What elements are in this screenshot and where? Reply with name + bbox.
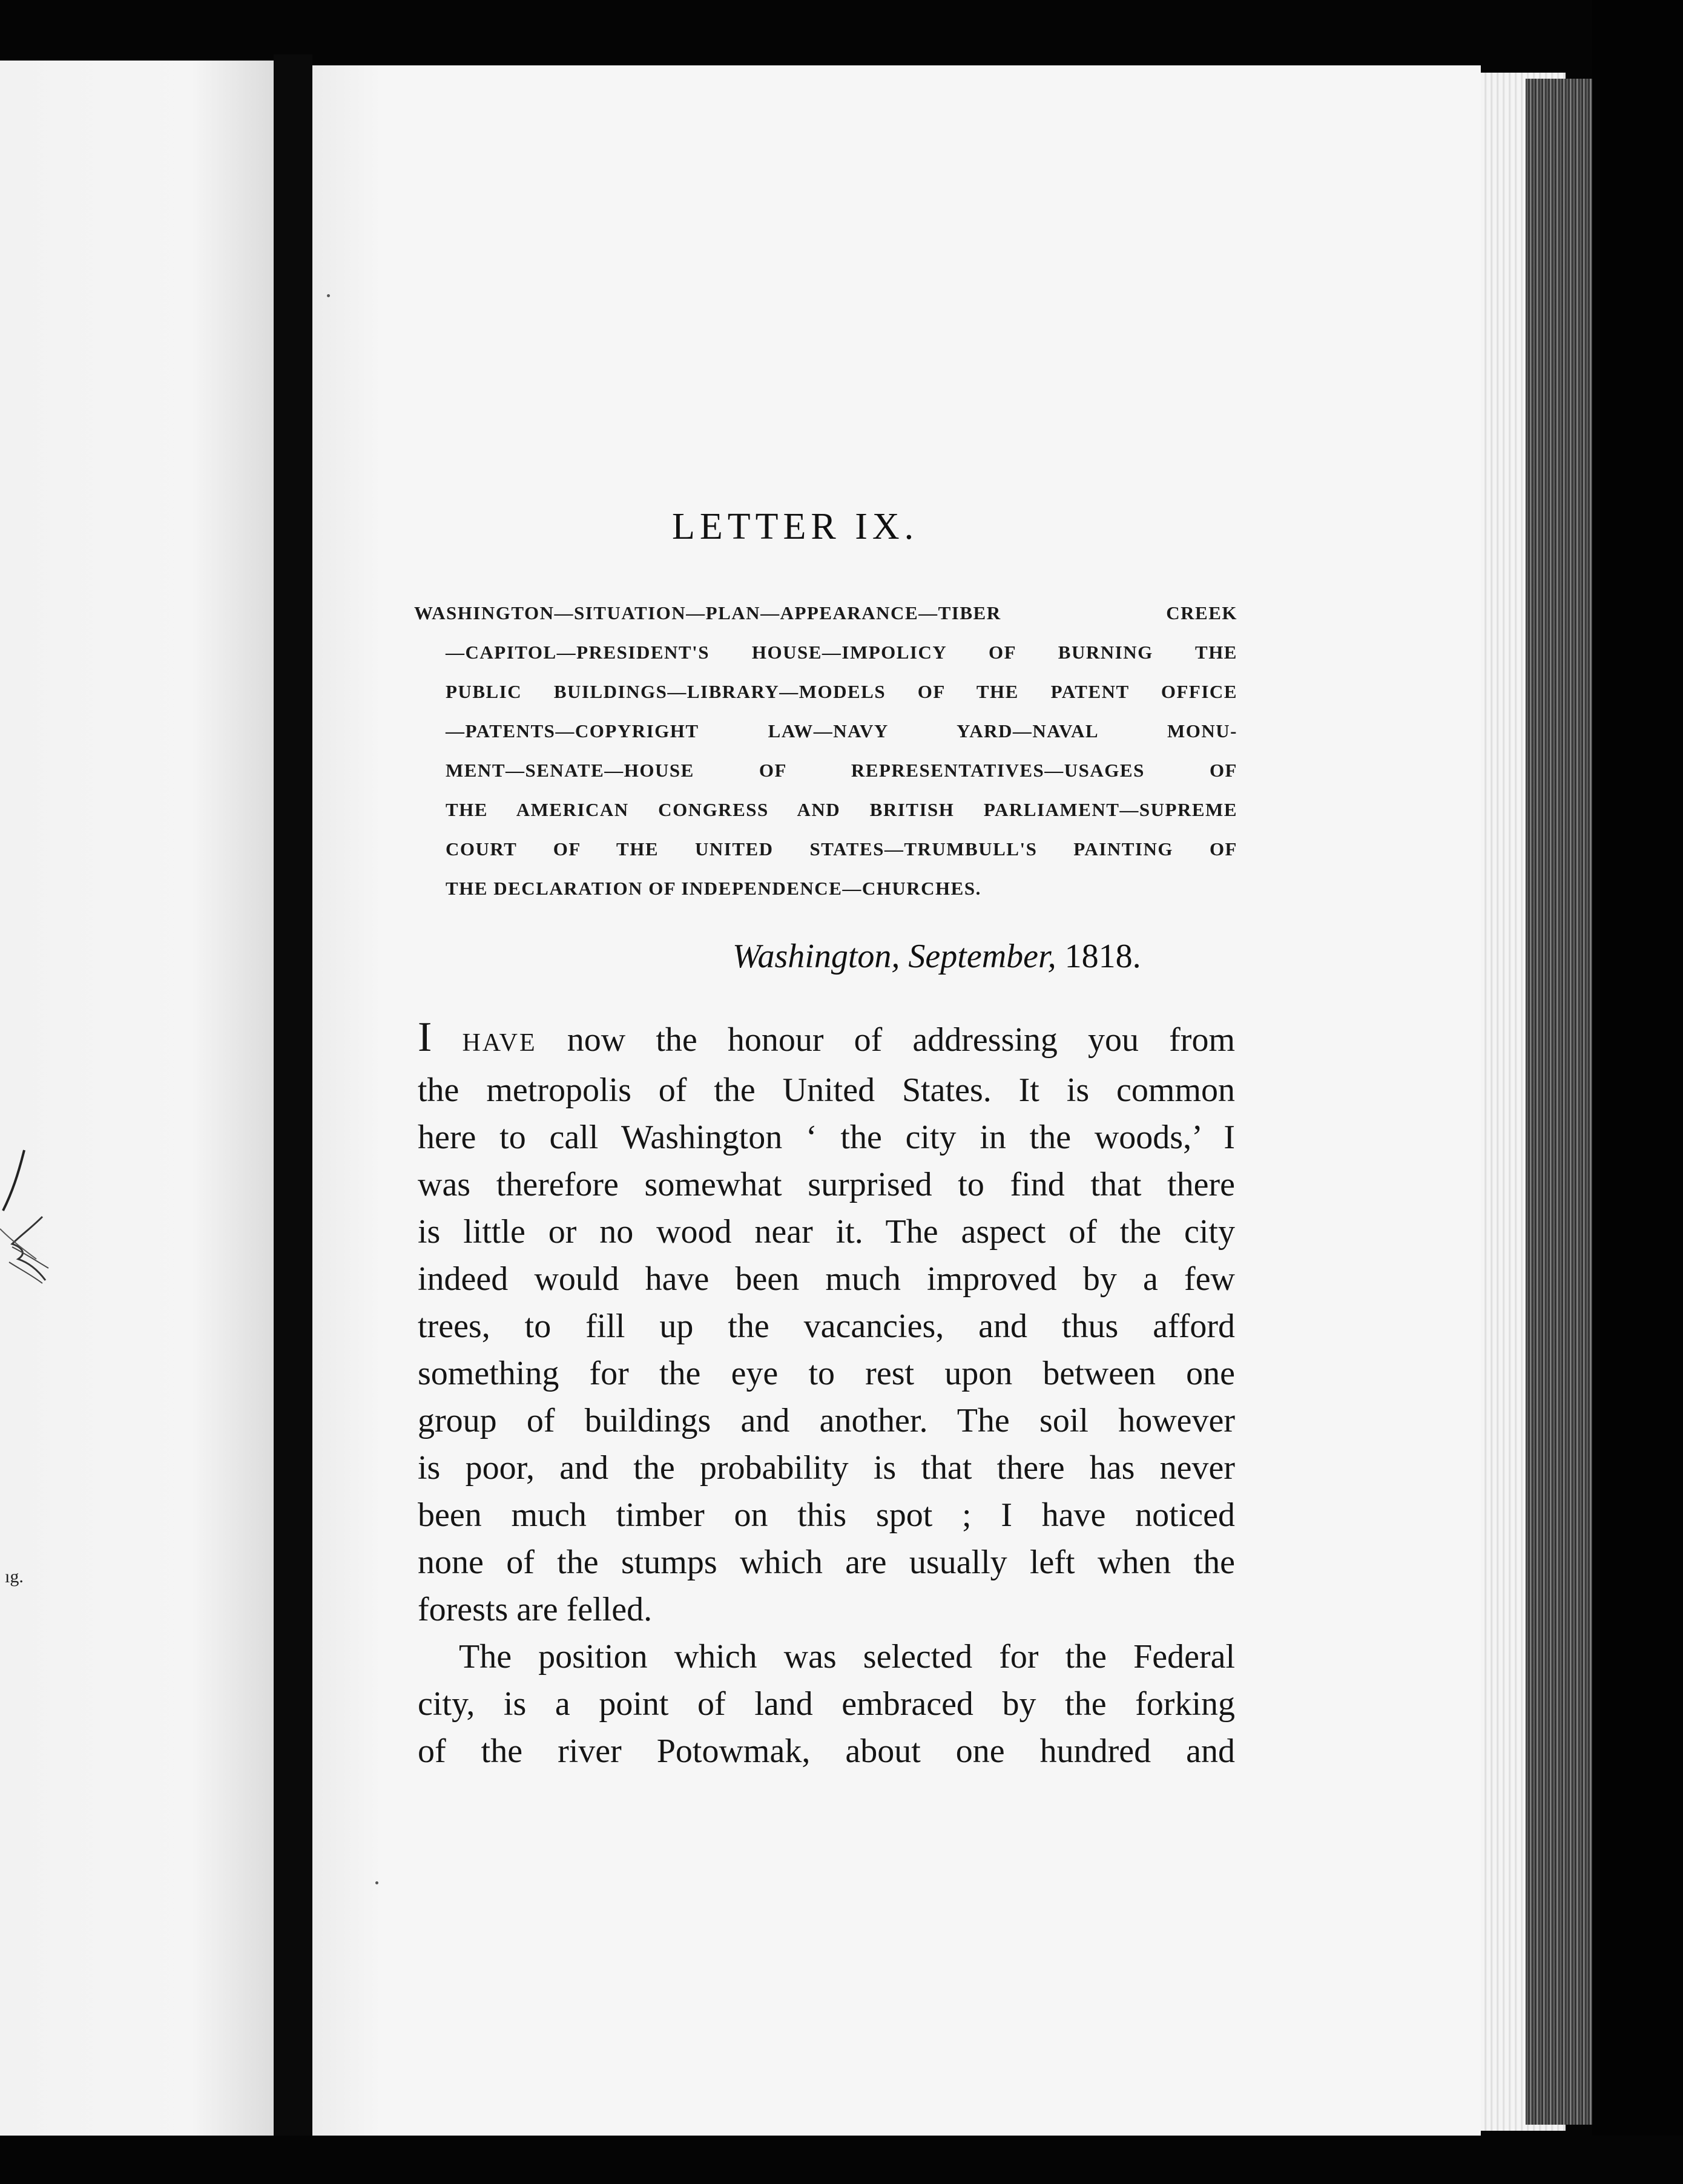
body-line: here to call Washington ‘ the city in the woods,’ I bbox=[418, 1119, 1235, 1156]
body-line: indeed would have been much improved by a few bbox=[418, 1260, 1235, 1298]
body-line: something for the eye to rest upon between one bbox=[418, 1355, 1235, 1392]
body-line: the metropolis of the United States. It is common bbox=[418, 1071, 1235, 1109]
body-line: now the honour of addressing you from bbox=[536, 1021, 1236, 1059]
body-line: of the river Potowmak, about one hundred and bbox=[418, 1732, 1235, 1770]
synopsis-line: COURT OF THE UNITED STATES—TRUMBULL'S PAINTING OF bbox=[446, 838, 1237, 860]
scan-border-top bbox=[0, 0, 1683, 61]
opening-smallcaps: HAVE bbox=[462, 1029, 537, 1057]
body-line: none of the stumps which are usually left when the bbox=[418, 1544, 1235, 1581]
letter-synopsis bbox=[414, 593, 1237, 908]
synopsis-line: THE DECLARATION OF INDEPENDENCE—CHURCHES. bbox=[446, 878, 981, 899]
body-line: was therefore somewhat surprised to find that there bbox=[418, 1166, 1235, 1203]
body-line: The position which was selected for the Federal bbox=[459, 1638, 1235, 1676]
body-line: forests are felled. bbox=[418, 1591, 653, 1628]
engraving-fragment bbox=[0, 1138, 67, 1338]
body-line: group of buildings and another. The soil however bbox=[418, 1402, 1235, 1439]
synopsis-line: WASHINGTON—SITUATION—PLAN—APPEARANCE—TIBER CREEK bbox=[414, 602, 1237, 623]
scan-border-bottom bbox=[0, 2136, 1683, 2184]
body-line: city, is a point of land embraced by the forking bbox=[418, 1685, 1235, 1723]
synopsis-line: —PATENTS—COPYRIGHT LAW—NAVY YARD—NAVAL MONU- bbox=[446, 720, 1237, 742]
body-line: is poor, and the probability is that there has never bbox=[418, 1449, 1235, 1487]
book-gutter bbox=[274, 54, 312, 2143]
body-line: is little or no wood near it. The aspect of the city bbox=[418, 1213, 1235, 1251]
body-line: trees, to fill up the vacancies, and thus afford bbox=[418, 1307, 1235, 1345]
left-page bbox=[0, 61, 274, 2136]
dateline bbox=[733, 937, 1199, 976]
page-speck bbox=[327, 294, 330, 297]
synopsis-line: MENT—SENATE—HOUSE OF REPRESENTATIVES—USAGES OF bbox=[446, 760, 1237, 781]
letter-title: LETTER IX. bbox=[672, 506, 919, 547]
body-line-first bbox=[418, 1014, 1235, 1067]
body-line: been much timber on this spot ; I have noticed bbox=[418, 1496, 1235, 1534]
synopsis-line: THE AMERICAN CONGRESS AND BRITISH PARLIAMENT—SUPREME bbox=[446, 799, 1237, 820]
page-speck bbox=[375, 1881, 378, 1884]
letter-body bbox=[418, 1014, 1235, 1775]
synopsis-line: PUBLIC BUILDINGS—LIBRARY—MODELS OF THE PATENT OFFICE bbox=[446, 681, 1237, 702]
synopsis-line: —CAPITOL—PRESIDENT'S HOUSE—IMPOLICY OF BURNING THE bbox=[446, 642, 1237, 663]
page-stack-shadow bbox=[1526, 79, 1592, 2125]
scan-border-right bbox=[1592, 0, 1683, 2184]
left-page-text-fragment: ıg. bbox=[5, 1567, 24, 1587]
dateline-place: Washington, September, bbox=[733, 938, 1056, 975]
opening-capital: I bbox=[418, 1014, 432, 1061]
dateline-year: 1818. bbox=[1064, 938, 1141, 975]
